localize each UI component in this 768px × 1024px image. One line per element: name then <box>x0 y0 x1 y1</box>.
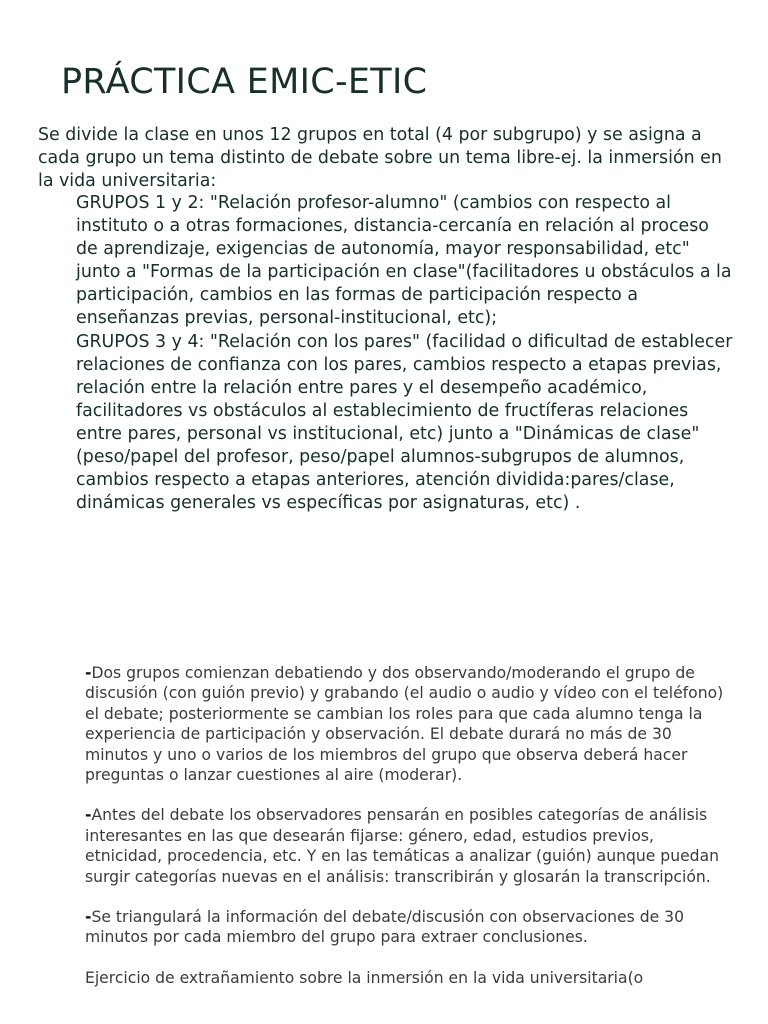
bullet-dash: - <box>85 908 92 927</box>
bullet-dash: - <box>85 806 92 825</box>
instructions-section <box>85 663 725 1008</box>
instruction-item <box>85 805 725 887</box>
intro-section <box>38 124 738 193</box>
closing-line: Ejercicio de extrañamiento sobre la inmersión en la vida universitaria(o <box>85 968 644 987</box>
groups-3-4-paragraph: GRUPOS 3 y 4: "Relación con los pares" (facilidad o dificultad de establecer relaciones de confianza con los pares, cambios respecto a etapas previas, relación entre la relación entre pares y el desempeño académico, facilitadores vs obstáculos al establecimiento de fructíferas relaciones entre pares, personal vs institucional, etc) junto a "Dinámicas de clase" (peso/papel del profesor, peso/papel alumnos-subgrupos de alumnos, cambios respecto a etapas anteriores, atención dividida:pares/clase, dinámicas generales vs específicas por asignaturas, etc) . <box>76 331 733 514</box>
intro-paragraph: Se divide la clase en unos 12 grupos en total (4 por subgrupo) y se asigna a cada grupo un tema distinto de debate sobre un tema libre-ej. la inmersión en la vida universitaria: <box>38 125 722 191</box>
instruction-text: Dos grupos comienzan debatiendo y dos observando/moderando el grupo de discusión (con guión previo) y grabando (el audio o audio y vídeo con el teléfono) el debate; posteriormente se cambian los roles para que cada alumno tenga la experiencia de participación y observación. El debate durará no más de 30 minutos y uno o varios de los miembros del grupo que observa deberá hacer preguntas o lanzar cuestiones al aire (moderar). <box>85 664 724 785</box>
instruction-text: Se triangulará la información del debate/discusión con observaciones de 30 minutos por cada miembro del grupo para extraer conclusiones. <box>85 908 685 947</box>
groups-1-2-paragraph: GRUPOS 1 y 2: "Relación profesor-alumno" (cambios con respecto al instituto o a otras formaciones, distancia-cercanía en relación al proceso de aprendizaje, exigencias de autonomía, mayor responsabilidad, etc" junto a "Formas de la participación en clase"(facilitadores u obstáculos a la participación, cambios en las formas de participación respecto a enseñanzas previas, personal-institucional, etc); <box>76 193 732 329</box>
bullet-dash: - <box>85 664 92 682</box>
groups-section <box>76 192 736 515</box>
instruction-text: Antes del debate los observadores pensarán en posibles categorías de análisis interesantes en las que desearán fijarse: género, edad, estudios previos, etnicidad, procedencia, etc. Y en las temáticas a analizar (guión) aunque puedan surgir categorías nuevas en el análisis: transcribirán y glosarán la transcripción. <box>85 806 720 886</box>
page-title: PRÁCTICA EMIC-ETIC <box>61 62 428 102</box>
instruction-item <box>85 663 725 785</box>
instruction-item <box>85 907 725 948</box>
